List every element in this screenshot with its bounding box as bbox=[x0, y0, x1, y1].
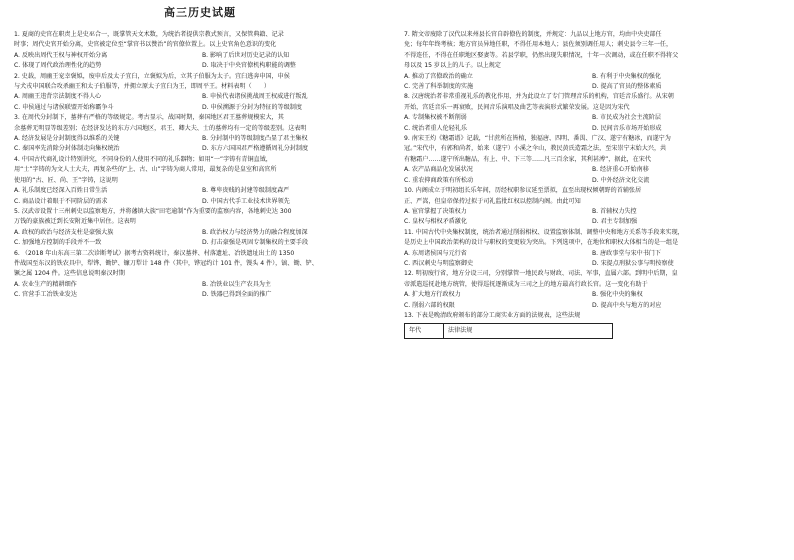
question-left-6 bbox=[14, 249, 390, 301]
answer-option: D. 提高中央与地方的对应 bbox=[592, 301, 662, 309]
question-stem-line: 件战国至东汉的铁农具中，犁铧、锄铲、镰刀犁计 148 件（其中，铧冠约计 101 件，馒头 4 件），镐、锄、铲、 bbox=[14, 259, 318, 267]
question-stem-line: 5. 汉武帝设置十三州刺史以监察地方，并将藩镇大族“田宅逾制”作为重要的监察内容，各地刺史达 300 bbox=[14, 207, 292, 215]
question-stem-line: 2. 史载，周幽王宠幸褒姒，废申后及太子宜臼，立褒姒为后，立其子伯服为太子。宜臼逃奔申国，申侯 bbox=[14, 72, 290, 80]
answer-options bbox=[404, 207, 780, 228]
answer-option: C. 重农抑商政策有所松动 bbox=[404, 176, 474, 184]
page-title: 高三历史试题 bbox=[164, 6, 236, 19]
answer-options bbox=[404, 165, 780, 186]
law-table bbox=[404, 323, 613, 339]
question-right-3 bbox=[404, 134, 780, 186]
left-column bbox=[14, 30, 390, 301]
answer-option: A. 扩大地方行政权力 bbox=[404, 291, 461, 299]
question-left-1 bbox=[14, 30, 390, 72]
question-stem-line: 4. 中国古代商礼设计特别讲究，不同身份的人使用不同的礼乐器物；如用“一”字铸有青铜直钺， bbox=[14, 155, 272, 163]
answer-option: B. 经济重心开始南移 bbox=[592, 166, 649, 174]
question-right-7 bbox=[404, 311, 780, 321]
answer-options bbox=[404, 72, 780, 93]
question-stem-line: 有糖霜户……遂宁所出糖品，有上、中、下三等……凡三百余家，其利甚溥”，据此，在宋代 bbox=[404, 155, 651, 163]
question-stem-line: 11. 中国古代中央集权制度，统治者通过削弱相权、设置监察体制、调整中央和地方关系等手段来实现， bbox=[404, 228, 684, 236]
answer-option: C. 商品设计着眼于不同阶层的需求 bbox=[14, 197, 108, 205]
answer-option: A. 礼乐制度已经深入百姓日常生活 bbox=[14, 187, 108, 195]
question-stem-line: 免；每年年终考核；地方官员异地任职，不得任用本地人；县佐须别调任用人；刺史县令三年一任， bbox=[404, 41, 673, 49]
question-stem-line: 12. 明初废行省，地方分设三司，分别掌管一地民政与财政、司法、军事，直属六部。到明中后期，皇 bbox=[404, 270, 678, 278]
answer-option: A. 专制集权被不断削弱 bbox=[404, 114, 467, 122]
answer-option: B. 尊卑贵贱的封建等级制度森严 bbox=[202, 187, 290, 195]
answer-option: D. 君主专制加强 bbox=[592, 218, 638, 226]
answer-option: B. 强化中央的集权 bbox=[592, 291, 643, 299]
answer-option: D. 取决于中央官僚机构职能的调整 bbox=[202, 62, 296, 70]
answer-option: D. 中外经济文化交流 bbox=[592, 176, 650, 184]
right-column bbox=[404, 30, 780, 339]
question-right-4 bbox=[404, 186, 780, 228]
answer-option: D. 提高了官员的整体素质 bbox=[592, 83, 662, 91]
answer-option: C. 官营手工冶铁业发达 bbox=[14, 291, 77, 299]
answer-option: B. 唐政事堂与宋中书门下 bbox=[592, 249, 661, 257]
question-stem-line: 帝派遣巡抚赴地方统管，使得巡抚逐渐成为三司之上的地方最高行政长官。这一变化有助于 bbox=[404, 280, 648, 288]
question-right-5 bbox=[404, 228, 780, 270]
answer-option: C. 完善了科举制度的实施 bbox=[404, 83, 474, 91]
question-stem-line: 是历史上中国政治架构的设计与职权的变更较为突出。下列选项中，在地位和职权大体相当的是一组是 bbox=[404, 239, 679, 247]
answer-option: A. 推动了宫僚政治的确立 bbox=[404, 72, 473, 80]
answer-option: D. 铁器已得到全面的推广 bbox=[202, 291, 272, 299]
question-left-2 bbox=[14, 72, 390, 114]
question-stem-line: 10. 内阁成立于明初组长乐年间，历经权职参议延至票拟，直至出现权倾朝野的首辅张居 bbox=[404, 187, 642, 195]
question-stem-line: 余墓葬无明显等级差别；在经济发达的东方六国地区，君王、卿大夫、士的墓葬均有一定的等级差别。这表明 bbox=[14, 124, 307, 132]
answer-option: B. 影响了后世对历史记录的认知 bbox=[202, 51, 290, 59]
question-left-4 bbox=[14, 155, 390, 207]
answer-options bbox=[404, 290, 780, 311]
question-stem-line: 7. 隋文帝废除了汉代以来州县长官自辟僚佐的制度，并规定：九品以上地方官，均由中央吏部任 bbox=[404, 31, 662, 38]
answer-option: D. 打击豪强是巩固专制集权的主要手段 bbox=[202, 239, 309, 247]
question-stem-line: 开始，宫廷音乐一再衰败，民间音乐演唱及曲艺等表演形式繁荣发展。这是因为宋代 bbox=[404, 103, 630, 111]
answer-option: C. 皇权与相权矛盾激化 bbox=[404, 218, 467, 226]
answer-option: B. 冶铁业以生产农具为主 bbox=[202, 280, 271, 288]
question-right-6 bbox=[404, 269, 780, 311]
answer-option: A. 东周诸侯国与元行省 bbox=[404, 249, 467, 257]
question-right-1 bbox=[404, 30, 780, 92]
answer-option: B. 有利于中央集权的强化 bbox=[592, 72, 661, 80]
answer-option: C. 西汉刺史与明监察御史 bbox=[404, 259, 474, 267]
answer-option: C. 统治者重人伦轻礼乐 bbox=[404, 124, 467, 132]
answer-options bbox=[14, 228, 390, 249]
answer-options bbox=[14, 280, 390, 301]
question-left-5 bbox=[14, 207, 390, 249]
answer-options bbox=[14, 134, 390, 155]
question-stem-line: 万钱的豪族被迁到长安附近集中居住。这表明 bbox=[14, 218, 136, 226]
answer-option: A. 农业生产的精耕细作 bbox=[14, 280, 77, 288]
answer-option: A. 政权的政治与经济支柱是豪强大族 bbox=[14, 228, 114, 236]
question-stem-line: 13. 下表是晚清政府颁布的部分工商实业方面的法规表，这些法规 bbox=[404, 311, 581, 319]
question-stem-line: 3. 在周代分封制下，墓葬有严格的等级规定。考古显示，战国时期，秦国地区君王墓葬规模宏大，其 bbox=[14, 114, 284, 122]
answer-options bbox=[404, 249, 780, 270]
question-stem-line: 镢之属 1204 件。这些信息说明秦汉时期 bbox=[14, 270, 125, 278]
answer-option: A. 周幽王违背宗法制度不得人心 bbox=[14, 93, 102, 101]
answer-option: C. 申侯通过与诸侯联盟开始称霸争斗 bbox=[14, 103, 114, 111]
answer-option: C. 削弱六部的权限 bbox=[404, 301, 455, 309]
question-stem-line: 用“士”字铸的为文人士大夫，再复杂些的“上、古、山”字铸为商人常用，最复杂的是皇室和高官所 bbox=[14, 166, 277, 174]
question-stem-line: 使用的“古、匠、尚、王”字铸，这说明 bbox=[14, 176, 118, 184]
answer-option: D. 中国古代手工业技术世界领先 bbox=[202, 197, 290, 205]
answer-option: A. 经济发展是分封制度得以维系的关键 bbox=[14, 135, 120, 143]
question-stem-line: 与犬戎申国联合攻杀幽王和太子伯服等，并拥立原太子宜臼为王，即周平王。材料表明（ ） bbox=[14, 83, 270, 91]
answer-option: A. 宦官掌握了决策权力 bbox=[404, 207, 467, 215]
question-stem-line: 时事；周代史官开始分离，史官被定位至“掌官书以赞治”的官僚位置上。以上史官角色意识的变化 bbox=[14, 41, 277, 49]
question-stem-line: 正、严嵩，但皇帝保持过拟于司礼监批红权以控制内阁。由此可知 bbox=[404, 197, 581, 205]
answer-option: B. 市民成为社会主流阶层 bbox=[592, 114, 661, 122]
answer-option: C. 体现了周代政治理性化的趋势 bbox=[14, 62, 102, 70]
answer-option: B. 分封制中的等级制度凸显了君主集权 bbox=[202, 135, 308, 143]
answer-option: D. 民间音乐市场开始形成 bbox=[592, 124, 662, 132]
question-left-3 bbox=[14, 113, 390, 155]
question-stem-line: 6. （2018 年山东高三第二次诊断考试）据考古资料统计，秦汉墓葬、村落遗址、冶铁遗址出土的 1350 bbox=[14, 249, 295, 257]
table-header-year: 年代 bbox=[405, 324, 444, 339]
answer-option: D. 宋提点刑狱公事与明按察使 bbox=[592, 259, 674, 267]
answer-option: D. 东方六国国君严格遵循周礼分封制度 bbox=[202, 145, 309, 153]
answer-options bbox=[14, 92, 390, 113]
answer-options bbox=[404, 113, 780, 134]
answer-option: B. 政治权力与经济势力的融合程度加深 bbox=[202, 228, 308, 236]
question-stem-line: 冠。”宋代中，有郭和尚者，始来（遂宁）小溪之伞山，教民黄氏造霜之法，至宋崇宁末始大兴，共 bbox=[404, 145, 667, 153]
answer-options bbox=[14, 51, 390, 72]
question-stem-line: 1. 夏商的史官在职责上是史巫合一，既掌管天文术数，为统治者提供宗教式预言，又保管典籍、记录 bbox=[14, 31, 284, 38]
question-stem-line: 不得连任，不得在任职地区娶妻等。若县学职，仍然出现失职情况，十年一次调动，或在任职不得将父 bbox=[404, 51, 679, 59]
question-stem-line: 9. 南宋王灼《糖霜谱》记载，“甘蔗所在皆植，独福唐、四明、番禺、广汉、遂宁有糖冰，而遂宁为 bbox=[404, 135, 671, 143]
answer-option: B. 首辅权力失控 bbox=[592, 207, 637, 215]
answer-option: B. 申侯代表诸侯挑战周王权威进行叛乱 bbox=[202, 93, 308, 101]
answer-option: A. 反映出周代王权与神权开始分离 bbox=[14, 51, 108, 59]
answer-option: C. 加强地方控制的手段并不一致 bbox=[14, 239, 102, 247]
question-stem-line: 8. 汉唐统治者非常重视礼乐的教化作用，并为此设立了专门管理音乐的机构，宫廷音乐盛行。从宋朝 bbox=[404, 93, 674, 101]
answer-option: A. 农产品商品化发展状况 bbox=[404, 166, 473, 174]
table-header-laws: 法律法规 bbox=[444, 324, 613, 339]
question-right-2 bbox=[404, 92, 780, 134]
question-stem-line: 母以及 15 岁以上的儿子。以上规定 bbox=[404, 62, 501, 70]
answer-options bbox=[14, 186, 390, 207]
answer-option: C. 秦国率先消除分封体制走向集权统治 bbox=[14, 145, 120, 153]
answer-option: D. 申侯溯源于分封为特征的等级制度 bbox=[202, 103, 302, 111]
